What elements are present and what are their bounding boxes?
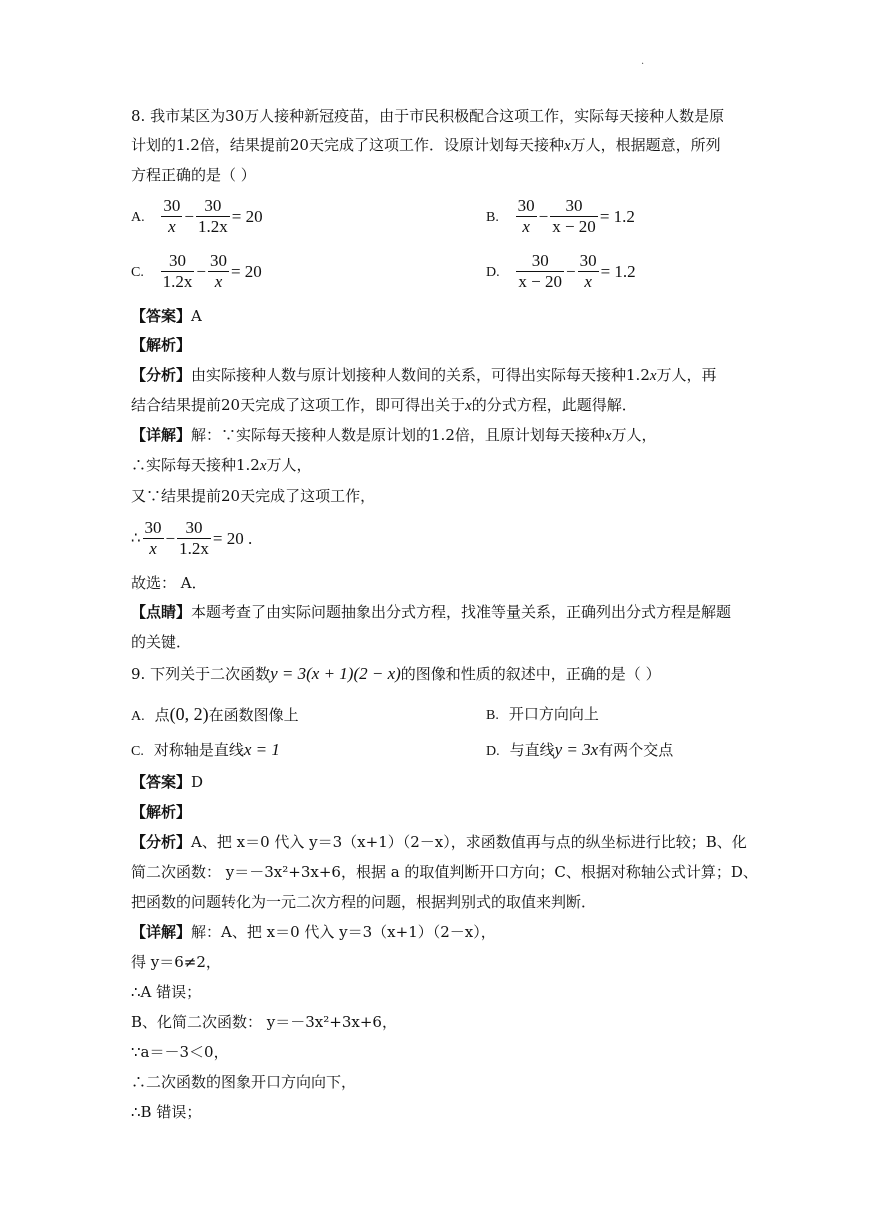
q8-option-d: D. $\frac{30}{x - 20}$ − $\frac{30}{x}$ = 1.2 <box>486 251 636 291</box>
q8-comment-line-2: 的关键． <box>131 633 192 651</box>
q9-option-c: C. 对称轴是直线x = 1 <box>131 740 280 759</box>
q8-analysis-line-1: 【分析】由实际接种人数与原计划接种人数间的关系，可得出实际每天接种1.2x万人，再 <box>131 366 717 384</box>
q8-line-1: 8. 我市某区为30万人接种新冠疫苗，由于市民积极配合这项工作，实际每天接种人数是原 <box>131 107 725 125</box>
q9-answer: 【答案】D <box>131 773 204 791</box>
q9-detail-line-2: 得 y＝6≠2， <box>131 953 221 971</box>
q9-analysis-line-1: 【分析】A、把 x＝0 代入 y＝3（x+1）（2－x），求函数值再与点的纵坐标进行比较；B、化 <box>131 833 747 851</box>
q8-answer: 【答案】A <box>131 307 202 325</box>
q9-analysis-line-2: 简二次函数： y＝－3x²+3x+6，根据 a 的取值判断开口方向；C、根据对称轴公式计算；D、 <box>131 863 758 881</box>
q9-option-b: B. 开口方向向上 <box>486 705 599 723</box>
q8-detail-line-1: 【详解】解：∵实际每天接种人数是原计划的1.2倍，且原计划每天接种x万人， <box>131 426 657 444</box>
q8-jiexi-heading: 【解析】 <box>131 336 192 354</box>
q8-detail-choice: 故选： A． <box>131 574 207 592</box>
q8-option-c: C. $\frac{30}{1.2x}$ − $\frac{30}{x}$ = 20 <box>131 251 262 291</box>
q8-option-b: B. $\frac{30}{x}$ − $\frac{30}{x - 20}$ = 1.2 <box>486 196 635 236</box>
q9-jiexi-heading: 【解析】 <box>131 803 192 821</box>
q9-detail-line-1: 【详解】解：A、把 x＝0 代入 y＝3（x+1）（2－x）， <box>131 923 496 941</box>
q8-line-3: 方程正确的是（ ） <box>131 166 256 184</box>
q8-detail-line-2: ∴实际每天接种1.2x万人， <box>131 456 312 474</box>
q8-comment-line-1: 【点睛】本题考查了由实际问题抽象出分式方程，找准等量关系，正确列出分式方程是解题 <box>131 603 732 621</box>
q8-line-2: 计划的1.2倍，结果提前20天完成了这项工作．设原计划每天接种x万人，根据题意，所列 <box>131 136 721 154</box>
q9-option-a: A. 点(0, 2)在函数图像上 <box>131 704 299 724</box>
q8-detail-equation: ∴ $\frac{30}{x}$ − $\frac{30}{1.2x}$ = 20 . <box>131 518 253 558</box>
q9-line-1: 9. 下列关于二次函数y = 3(x + 1)(2 − x)的图像和性质的叙述中，正确的是（ ） <box>131 664 661 683</box>
q9-detail-line-5: ∵a＝－3＜0， <box>131 1043 229 1061</box>
q9-option-d: D. 与直线y = 3x有两个交点 <box>486 740 674 759</box>
q8-analysis-line-2: 结合结果提前20天完成了这项工作，即可得出关于x的分式方程，此题得解． <box>131 396 637 414</box>
q9-detail-line-7: ∴B 错误； <box>131 1103 202 1121</box>
q8-detail-line-3: 又∵结果提前20天完成了这项工作， <box>131 487 376 505</box>
header-dot: . <box>641 56 645 67</box>
q9-detail-line-4: B、化简二次函数： y＝－3x²+3x+6， <box>131 1013 397 1031</box>
q9-detail-line-6: ∴二次函数的图象开口方向向下， <box>131 1073 357 1091</box>
q9-analysis-line-3: 把函数的问题转化为一元二次方程的问题，根据判别式的取值来判断． <box>131 893 597 911</box>
q9-detail-line-3: ∴A 错误； <box>131 983 202 1001</box>
q8-option-a: A. $\frac{30}{x}$ − $\frac{30}{1.2x}$ = 20 <box>131 196 263 236</box>
